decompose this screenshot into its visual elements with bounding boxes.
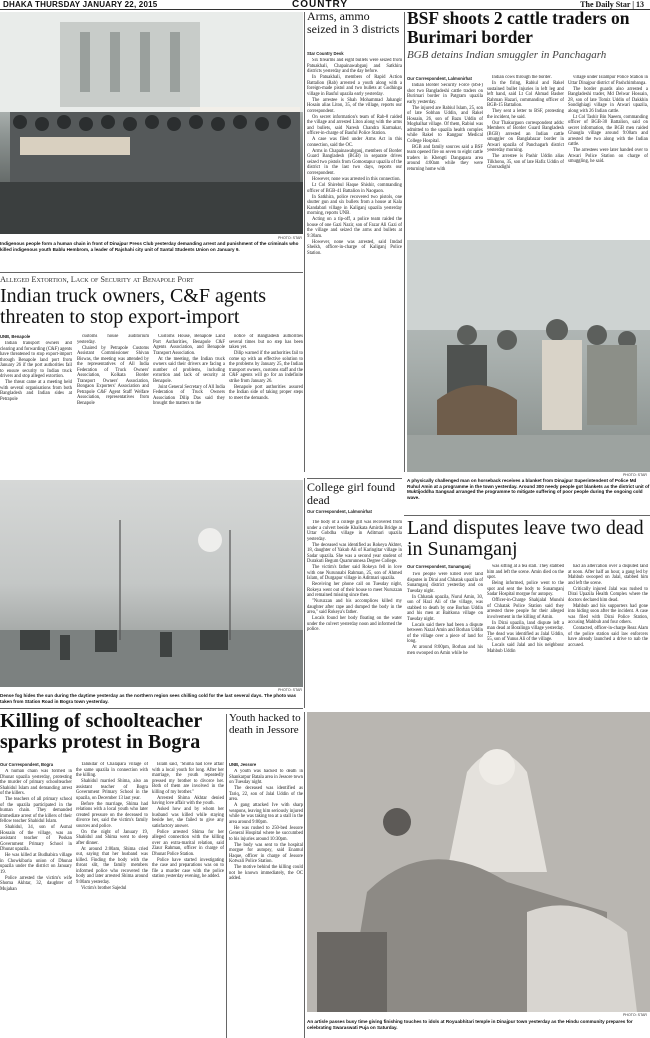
paragraph: Officer-in-Charge Shahjalal Munshi of Chhatak Police Station said they arrested three people for their alleged involvement in the killing of Amin. [487,598,564,620]
land-col-1 [407,572,483,710]
paragraph: Arrested Shima Akhtar denied having love affair with the youth. [152,795,224,807]
truck-headline: Indian truck owners, C&F agents threaten to stop export-import [0,285,267,328]
paragraph: A case was filed under Arms Act in this connection, said the OC. [307,137,402,148]
paragraph: Victim's brother Sajedul [81,885,127,891]
paragraph: Police arrested Shima for her alleged connection with the killing over an extra-marital relation, said Ziaur Rahman, officer in charge of Dhunat Police Station. [152,829,224,857]
paragraph: The teachers of all primary school of the upazila participated in the human chain. They demanded immediate arrest of the killers of their fellow teacher Shahidul Islam. [0,797,72,825]
paragraph: was sitting at a tea stall. They stabbed him and left the scene. Amin died on the spot. [487,564,564,580]
paragraph: Mahbub and his supporters had gone into hiding soon after the incident. A case was filed with Dirai Police Station, accusing Mahbub and four others. [568,603,648,626]
paragraph: The body was sent to the hospital morgue for autopsy, said Enamul Haque, officer in charge of Jessore Kotwali Police Station. [229,842,303,865]
paragraph: The threat came at a meeting held with several organisations from both Bangladesh and Indian sides at Petrapole [0,380,72,402]
paragraph: Indian cows through the border. [492,75,552,80]
paragraph: Shahidul, 34, son of Asmal Hossain of the village, was an assistant teacher of Poskan Government Primary School in Dhunat upazila. [0,825,72,853]
paragraph: "Nuruzzan and his accomplices killed my daughter after rape and dumped the body in the area," said Rokeya's father. [307,599,402,616]
paragraph: The border guards also arrested a Bangladeshi trader, Md Delwar Hossain, 28, son of late Tomiz Uddin of Dakkhin Sondighiagi village in Atwari upazila, along with 26 Indian cattle. [568,86,648,114]
paragraph: Receiving her phone call on Tuesday night, Rokeya went out of their house to meet Nuruzzan and remained missing since then. [307,582,402,599]
paragraph: Chaired by Petrapole Customs Assistant Commissioner Shivan Biswas, the meeting was attended by the representatives of All India Federation of Truck Owners' Association, Kolkata Border Transport Owners' Association, Bongaon Exporters' Association and Petrapole C&F Agent Staff Welfare Association, representatives from Benapole [77,345,149,406]
paragraph: The body of a college girl was recovered from under a culvert beside Khalkata Amirda Bridge at Uttar Gobdha village in Aditmari upazila yesterday. [307,520,402,542]
youth-body [229,769,303,1038]
paragraph: At around 8:00pm, Borhan and his men swooped on Amin while he [407,645,483,656]
fog-photo [0,480,303,687]
arms-byline: Star Country Desk [307,51,344,56]
blanket-photo [407,240,650,472]
photo-credit: PHOTO: STAR [277,236,302,240]
masthead-date: DHAKA THURSDAY JANUARY 22, 2015 [3,0,158,9]
paragraph: In Satkhira, police recovered two pistols, one shutter gun and six bullets from a house at Kala Kandabari village in Kaliganj upazila yesterday morning, reports UNB. [307,194,402,217]
paragraph: Indian Border Security Force (BSF) shot two Bangladeshi cattle traders on Burimari border in Patgram upazila early yesterday. [407,83,483,105]
paragraph: In the firing, Rabiul and Rakel sustained bullet injuries in left leg and left hand, said Lt Col Ahmad Basher Rahman Hazari, commanding officer of BGB-15 Battalion. [487,81,564,109]
paragraph: Police arrested the victim's wife Shoma Akhtar, 32, daughter of Mujahan [0,875,72,892]
paragraph: Islam said, "Shima had love affair with a local youth for long. After her marriage, the youth repeatedly pressed my brother to divorce her. Both of them are involved in the killing of my brother." [152,762,224,795]
blanket-photo-credit: PHOTO: STAR [622,473,647,477]
paragraph: had an altercation over a disputed land at noon. After half an hour, a gang led by Mahbub swooped on Jalal, stabbed him and left the scene. [568,564,648,586]
paragraph: Shahidul married Shima, also an assistant teacher of Bogra Government Primary School in the upazila, on December 13 last year. [76,779,148,801]
killing-headline: Killing of schoolteacher sparks protest in Bogra [0,710,202,753]
paragraph: Joint General Secretary of All India Federation of Truck Owners Association Dilip Das said they brought the matters to the [153,384,225,407]
section-name: COUNTRY [292,0,349,10]
bsf-byline: Our Correspondent, Lalmonirhat [407,76,472,81]
paragraph: Locals said there had been a dispute between Nazal Amin and Borhan Uddin of the village over a piece of land for long. [407,622,483,645]
paragraph: Indian transport owners and clearing and forwarding (C&F) agents have threatened to stop export-import through Benapole land port from January 26 if the port authorities fail to ensure security to Indian truck drivers and stop alleged extortion. [0,341,72,379]
paragraph: village under Islampur Police Station in Uttar Dinajpur district of Pashchimbanga. [568,75,648,86]
paragraph: Locals found her body floating on the water under the culvert yesterday noon and informed the police. [307,616,402,633]
fog-photo-credit: PHOTO: STAR [277,688,302,692]
paragraph: Asked how and by whom her husband was killed while staying beside her, she failed to give any satisfactory answer. [152,807,224,829]
fog-image [0,480,303,687]
paragraph: The motive behind the killing could not be known immediately, the OC added. [229,865,303,882]
fog-photo-caption: Dense fog hides the sun during the daytime yesterday as the northern region sees chilling cold for the last several days. The photo was taken from Station Road in Bogra town yesterday. [0,693,297,704]
killing-col-2 [76,762,148,1038]
bsf-subhead: BGB detains Indian smuggler in Panchagarh [407,49,607,61]
blanket-photo-caption: A physically challenged man on horseback receives a blanket from Dinajpur Superintendent of Police Md Ruhul Amin at a programme in the town yesterday. Around 300 needy people got blankets as the district unit of Muktijoddha Sangsad arranged the programme to mitigate suffering of poor people during the ongoing cold wave. [407,478,650,500]
college-body [307,520,402,710]
youth-byline: UNB, Jessore [229,762,257,767]
paragraph: Two people were killed over land disputes in Dirai and Chhatak upazila of Sunamganj district yesterday and on Tuesday night. [407,572,483,594]
paragraph: The injured are Rabiul Islam, 25, son of late Sobhan Uddin, and Rakel Hossain, 26, son of Bazu Uddin of Moghalhat village. Of them, Rabiul was admitted to the upazila health complex while Rakel to Rangpur Medical College Hospital. [407,105,483,144]
photo-caption: Indigenous people form a human chain in front of Dinajpur Press Club yesterday demanding arrest and punishment of the criminals who killed indigenous youth Bablu Hembrom, a leader of Rajshahi city unit of Santal Students Union on January 9. [0,241,299,252]
paragraph: customs house auditorium yesterday. [77,334,149,345]
paragraph: Arms in Chapainawabganj, members of Border Guard Bangladesh (BGB) in separate drives seized two pistols from Gomostapur upazila of the district in the last two days, reports our correspondent. [307,148,402,176]
paragraph: The deceased was identified as Rokeya Akhter, 18, daughter of Yakub Ali of Karingitar village in Sadar upazila. She was a second year student of Durakuti Begum Quamrunnesa Degree College. [307,542,402,565]
land-byline: Our Correspondent, Sunamganj [407,564,471,569]
masthead-paper-page: The Daily Star | 13 [580,0,644,9]
paragraph: A human chain was formed in Dhunat upazila yesterday, protesting the murder of primary schoolteacher Shahidul Islam and demanding arrest of the killers. [0,769,72,796]
paragraph: Dilip warned if the authorities fail to come up with an effective solution to the problems by January 25, the Indian transport owners, customs staff and the C&F agents will go for an indefinite strike from January 26. [229,351,303,384]
paragraph: Locals said Jalal and his neighbour Mahbub Uddin [487,643,564,654]
paragraph: Critically injured Jalal was rushed to Dirai Upazila Health Complex where the doctors declared him dead. [568,586,648,603]
paragraph: On secret information's team of Rab-8 raided the village and arrested Liton along with the arms and bullets, said Naresh Chandra Karmakar, officer-in-charge of Bauful Police Station. [307,114,402,137]
paragraph: On the night of January 19, Shahidul and Shima went to sleep after dinner. [76,829,148,846]
idol-photo-caption: An artisle passes busy time giving finishing touches to idols at Royuabhitari temple in Dinajpur town yesterday as the Hindu community prepares for celebrating Swaraswati Puja on Saturday. [307,1019,633,1030]
paragraph: The arrestee is Shah Mohammad Jahangir Hosain alias Liton, 35, of the village, reports our correspondent. [307,97,402,114]
paragraph: The arrestee is Pashir Uddin alias Tilkhonu, 35, son of late Hafiz Uddin of Ghorsadighi [487,154,564,171]
truck-col-3 [153,334,225,473]
truck-col-4 [229,334,303,473]
paragraph: In Patuakhali, members of Rapid Action Battalion (Rab) arrested a youth along with a foreign-made pistol and two bullets at Godhinga village in Bauful upazila early yesterday. [307,75,402,97]
truck-kicker: Alleged Extortion, Lack of Security at Benapole Port [0,275,194,284]
truck-col-1 [0,341,72,473]
paragraph: At around 2:00am, Shima cried out, saying that her husband was killed. Finding the body with the throat slit, the family members informed police who recovered the body and later arrested Shima around 9:00am yesterday. [76,846,148,885]
paragraph: Acting on a tip-off, a police team raided the house of one Gazi Nazir, son of Fazar Ali Gazi of the village and seized the arms and bullets at 9:30am. [307,217,402,239]
paragraph: At the meeting, the Indian truck owners said their drivers are facing a number of problems, including extortion and lack of security at Benapole. [153,356,225,384]
paragraph: He was rushed to 250-bed Jessore General Hospital where he succumbed to his injuries around 10:30pm. [229,825,303,842]
paragraph: However, none was arrested in this connection. [312,177,401,183]
paragraph: Talukdar of Chalapara village of the same upazila in connection with the killing. [76,762,148,778]
idol-image [307,712,650,1012]
paragraph: The deceased was identified as Tariq, 22, son of Jalal Uddin of the area. [229,786,303,803]
paragraph: BGB and family sources said a BSF team opened fire on seven to eight cattle traders in Khengti Dangapara area around 4:00am while they were returning home with [407,144,483,172]
killing-col-3 [152,762,224,1038]
paragraph: Lt Col Tashir Bin Naeem, commanding officer of BGB-30 Battalion, said on secret information, the BGB men raided Ghaugla village around 9:00am and arrested the two along with the Indian cattle. [568,114,648,148]
paragraph: However, none was arrested, said Imdad Sheikh, officer-in-charge of Kaliganj Police Station. [307,239,402,256]
truck-byline: UNB, Benapole [0,334,31,339]
land-col-2 [487,564,564,710]
paragraph: In Chhatak upazila, Nurul Amin, 30, son of Hazi Ali of the village, was stabbed to death by one Borhan Uddin and his men at Baitkona village on Tuesday night. [407,594,483,622]
paragraph: Contacted, officer-in-charge Reaz Alam of the police station said law enforcers have already launched a drive to nab the accused. [568,626,648,648]
paragraph: Lt Col Shirebul Haque Shishir, commanding officer of BGB-41 Battalion in Naogaon. [307,183,402,194]
paragraph: Police have started investigating the case and preparations was on to file a murder case with the police station yesterday evening, he added. [152,857,224,880]
killing-byline: Our Correspondent, Bogra [0,762,54,767]
paragraph: They sent a letter to BSF, protesting the incident, he said. [487,109,564,120]
human-chain-photo [0,12,303,234]
paragraph: notice of Bangladesh authorities several times but no step has been taken yet. [229,334,303,350]
bsf-headline: BSF shoots 2 cattle traders on Burimari border [407,8,630,47]
idol-photo-credit: PHOTO: STAR [622,1013,647,1017]
college-byline: Our Correspondent, Lalmonirhat [307,509,372,514]
blanket-image [407,240,650,472]
paragraph: Before the marriage, Shima had relations with a local youth who later created pressure on the deceased to divorce her, said the victim's family sources and police. [76,801,148,829]
paragraph: The arrestees were later handed over to Atwari Police Station on charge of smuggling, he said. [568,148,648,165]
paragraph: In Dirai upazila, land dispute left a man dead at Boralinga village yesterday. The dead was identified as Jalal Uddin, 55, son of Yunus Ali of the village. [487,620,564,643]
truck-col-2 [77,334,149,473]
arms-headline: Arms, ammo seized in 3 districts [307,9,400,36]
paragraph: A gang attacked Ive with sharp weapons, leaving him seriously injured while he was taking tea at a stall in the area around 9:00pm. [229,803,303,825]
arms-body [307,58,402,476]
paragraph: Our Thakurgaon correspondent adds: Members of Border Guard Bangladesh (BGB) arrested an Indian cattle smuggler on Banglabazar border in Atwari upazila of Panchagarh district yesterday morning. [487,120,564,154]
killing-col-1 [0,769,72,1038]
paragraph: He was killed at Budhabira village in Chowkibaria union of Dhunat upazila under the district on January 19. [0,853,72,875]
paragraph: A youth was hacked to death in Shankarpur Batala area in Jessore town on Tuesday night. [229,769,303,785]
paragraph: Being informed, police went to the spot and sent the body to Sunamganj Sadar Hospital morgue for autopsy. [487,581,564,598]
paragraph: Customs House, Benapole Land Port Authorities, Benapole C&F Agents Association, and Benapole Transport Association. [153,334,225,356]
human-chain-image [0,12,303,234]
youth-headline: Youth hacked to death in Jessore [229,712,301,736]
land-col-3 [568,564,648,710]
idol-photo [307,712,650,1012]
paragraph: Benapole port authorities assured the Indian side of taking proper steps to meet the demands. [229,384,303,401]
college-headline: College girl found dead [307,480,395,507]
land-headline: Land disputes leave two dead in Sunamganj [407,517,644,560]
paragraph: The victim's father said Rokeya fell in love with one Nurunnabi Rahman, 25, son of Ahmed Islam, of Durgapur village in Aditmari upazila. [307,565,402,582]
paragraph: Six firearms and eight bullets were seized from Patuakhali, Chapainawabganj and Satkhira districts yesterday and the day before. [307,58,402,74]
